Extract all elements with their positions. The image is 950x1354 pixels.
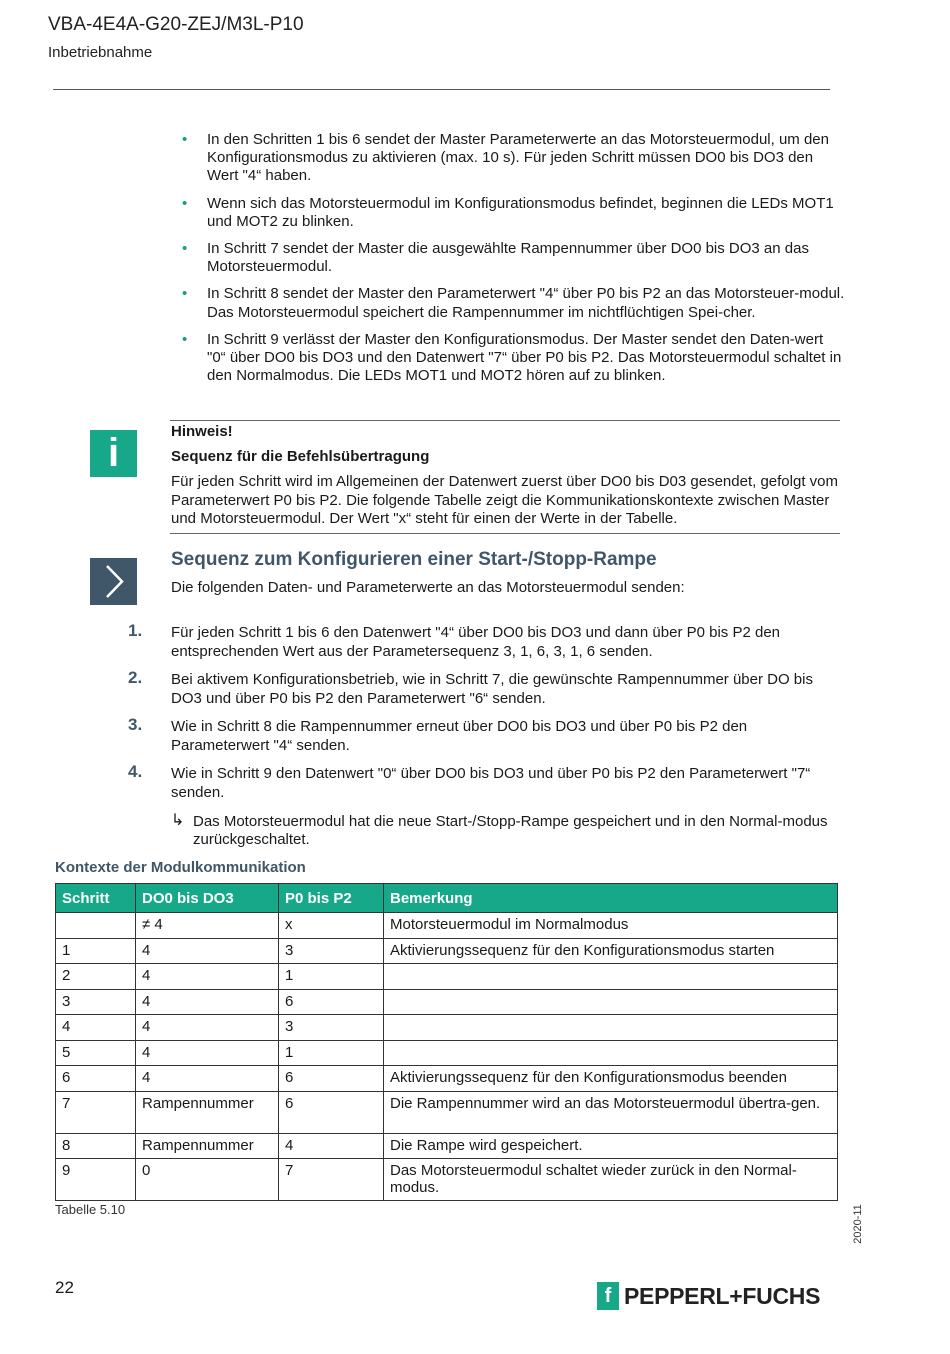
table-cell: 6 <box>279 989 384 1015</box>
table-cell <box>384 1040 838 1066</box>
bullet-list <box>180 131 845 394</box>
table-cell: Aktivierungssequenz für den Konfigurationsmodus beenden <box>384 1066 838 1092</box>
bullet-item: • In Schritt 9 verlässt der Master den Konfigurationsmodus. Der Master sendet den Daten-wert "0“ über DO0 bis DO3 und den Datenwert "7“ über P0 bis P2. Das Motorsteuermodul schaltet in den Normalmodus. Die LEDs MOT1 und MOT2 hören auf zu blinken. <box>182 330 842 385</box>
table-cell: Rampennummer <box>136 1091 279 1133</box>
table-cell: 6 <box>279 1066 384 1092</box>
result-arrow-icon: ↳ <box>171 812 185 829</box>
note-heading: Hinweis! <box>171 423 233 440</box>
table-cell: 1 <box>279 964 384 990</box>
table-cell: Rampennummer <box>136 1133 279 1159</box>
table-cell: 4 <box>136 989 279 1015</box>
bullet-item: • In Schritt 7 sendet der Master die ausgewählte Rampennummer über DO0 bis DO3 an das Motorsteuermodul. <box>182 240 809 276</box>
table-row <box>56 1159 838 1201</box>
table-cell: x <box>279 913 384 939</box>
brand-logo <box>597 1281 820 1311</box>
bullet-item: • In Schritt 8 sendet der Master den Parameterwert "4“ über P0 bis P2 an das Motorsteuer-modul. Das Motorsteuermodul speichert die Rampennummer im nichtflüchtigen Spei-cher. <box>182 285 845 321</box>
table-header-cell: Bemerkung <box>384 884 838 913</box>
header-divider <box>53 89 830 90</box>
table-row <box>56 913 838 939</box>
step-text: Wie in Schritt 8 die Rampennummer erneut über DO0 bis DO3 und über P0 bis P2 den Parameterwert "4“ senden. <box>171 718 748 754</box>
revision-date: 2020-11 <box>852 1204 864 1244</box>
step-text: Wie in Schritt 9 den Datenwert "0“ über DO0 bis DO3 und über P0 bis P2 den Parameterwert "7“ senden. <box>171 765 811 801</box>
note-body: Für jeden Schritt wird im Allgemeinen der Datenwert zuerst über DO0 bis D03 gesendet, gefolgt vom Parameterwert P0 bis P2. Die folgende Tabelle zeigt die Kommunikationskontexte zwischen Master und Motorsteuermodul. Der Wert "x“ steht für einen der Werte in der Tabelle. <box>171 473 838 527</box>
bullet-icon: • <box>182 131 188 148</box>
table-cell: Das Motorsteuermodul schaltet wieder zurück in den Normal-modus. <box>384 1159 838 1201</box>
table-cell: 3 <box>279 938 384 964</box>
communication-table <box>55 883 838 1201</box>
bullet-item: • In den Schritten 1 bis 6 sendet der Master Parameterwerte an das Motorsteuermodul, um den Konfigurationsmodus zu aktivieren (max. 10 s). Für jeden Schritt müssen DO0 bis DO3 den Wert "4“ haben. <box>182 131 829 185</box>
note-subheading: Sequenz für die Befehlsübertragung <box>171 448 430 465</box>
table-row <box>56 1015 838 1041</box>
table-cell: 4 <box>136 1066 279 1092</box>
table-row <box>56 1040 838 1066</box>
info-icon: i <box>90 430 137 477</box>
table-cell: 3 <box>56 989 136 1015</box>
step-number: 4. <box>128 762 143 781</box>
table-row <box>56 1133 838 1159</box>
step-number: 2. <box>128 668 143 687</box>
table-caption: Kontexte der Modulkommunikation <box>55 859 306 876</box>
table-row <box>56 1091 838 1133</box>
note-divider-top <box>170 420 840 421</box>
table-row <box>56 989 838 1015</box>
table-cell: 1 <box>56 938 136 964</box>
table-cell: 3 <box>279 1015 384 1041</box>
bullet-icon: • <box>182 240 188 258</box>
bullet-icon: • <box>182 285 188 303</box>
table-cell: Die Rampe wird gespeichert. <box>384 1133 838 1159</box>
note-divider-bottom <box>170 533 840 534</box>
table-cell <box>56 913 136 939</box>
table-cell: 2 <box>56 964 136 990</box>
section-title: Inbetriebnahme <box>48 44 153 61</box>
table-cell: 5 <box>56 1040 136 1066</box>
table-cell: 4 <box>136 964 279 990</box>
table-header-row <box>56 884 838 913</box>
step-number: 3. <box>128 715 143 734</box>
table-cell: 6 <box>56 1066 136 1092</box>
bullet-icon: • <box>182 330 188 348</box>
table-cell: 4 <box>136 1040 279 1066</box>
table-cell: 4 <box>279 1133 384 1159</box>
bullet-icon: • <box>182 194 188 212</box>
table-row <box>56 964 838 990</box>
table-cell: 4 <box>136 1015 279 1041</box>
step-text: Bei aktivem Konfigurationsbetrieb, wie in Schritt 7, die gewünschte Rampennummer über DO bis DO3 und über P0 bis P2 den Parameterwert "6“ senden. <box>171 671 813 707</box>
brand-logo-icon: f <box>597 1282 619 1310</box>
table-header-cell: P0 bis P2 <box>279 884 384 913</box>
table-header-cell: DO0 bis DO3 <box>136 884 279 913</box>
table-cell: 4 <box>136 938 279 964</box>
table-cell: Die Rampennummer wird an das Motorsteuermodul übertra-gen. <box>384 1091 838 1133</box>
procedure-title: Sequenz zum Konfigurieren einer Start-/Stopp-Rampe <box>171 549 657 570</box>
table-row <box>56 938 838 964</box>
table-cell: Motorsteuermodul im Normalmodus <box>384 913 838 939</box>
procedure-intro: Die folgenden Daten- und Parameterwerte an das Motorsteuermodul senden: <box>171 579 685 596</box>
brand-name: PEPPERL+FUCHS <box>624 1282 821 1309</box>
table-cell <box>384 989 838 1015</box>
table-header-cell: Schritt <box>56 884 136 913</box>
page-number: 22 <box>55 1278 74 1297</box>
procedure-result: ↳ Das Motorsteuermodul hat die neue Start-/Stopp-Rampe gespeichert und in den Normal-modus zurückgeschaltet. <box>171 812 828 848</box>
table-cell: 4 <box>56 1015 136 1041</box>
table-cell: 7 <box>56 1091 136 1133</box>
table-cell: 0 <box>136 1159 279 1201</box>
step-text: Für jeden Schritt 1 bis 6 den Datenwert "4“ über DO0 bis DO3 und dann über P0 bis P2 den entsprechenden Wert aus der Parametersequenz 3, 1, 6, 3, 1, 6 senden. <box>171 624 781 660</box>
table-cell: 8 <box>56 1133 136 1159</box>
bullet-item: • Wenn sich das Motorsteuermodul im Konfigurationsmodus befindet, beginnen die LEDs MOT1 und MOT2 zu blinken. <box>182 194 834 230</box>
table-cell: 6 <box>279 1091 384 1133</box>
chevron-right-icon <box>90 558 137 605</box>
table-cell <box>384 1015 838 1041</box>
table-number: Tabelle 5.10 <box>55 1202 126 1217</box>
step-number: 1. <box>128 621 143 640</box>
table-cell: 1 <box>279 1040 384 1066</box>
table-cell: 7 <box>279 1159 384 1201</box>
table-cell <box>384 964 838 990</box>
table-cell: 9 <box>56 1159 136 1201</box>
table-cell: ≠ 4 <box>136 913 279 939</box>
document-title: VBA-4E4A-G20-ZEJ/M3L-P10 <box>48 14 304 35</box>
table-cell: Aktivierungssequenz für den Konfigurationsmodus starten <box>384 938 838 964</box>
table-row <box>56 1066 838 1092</box>
